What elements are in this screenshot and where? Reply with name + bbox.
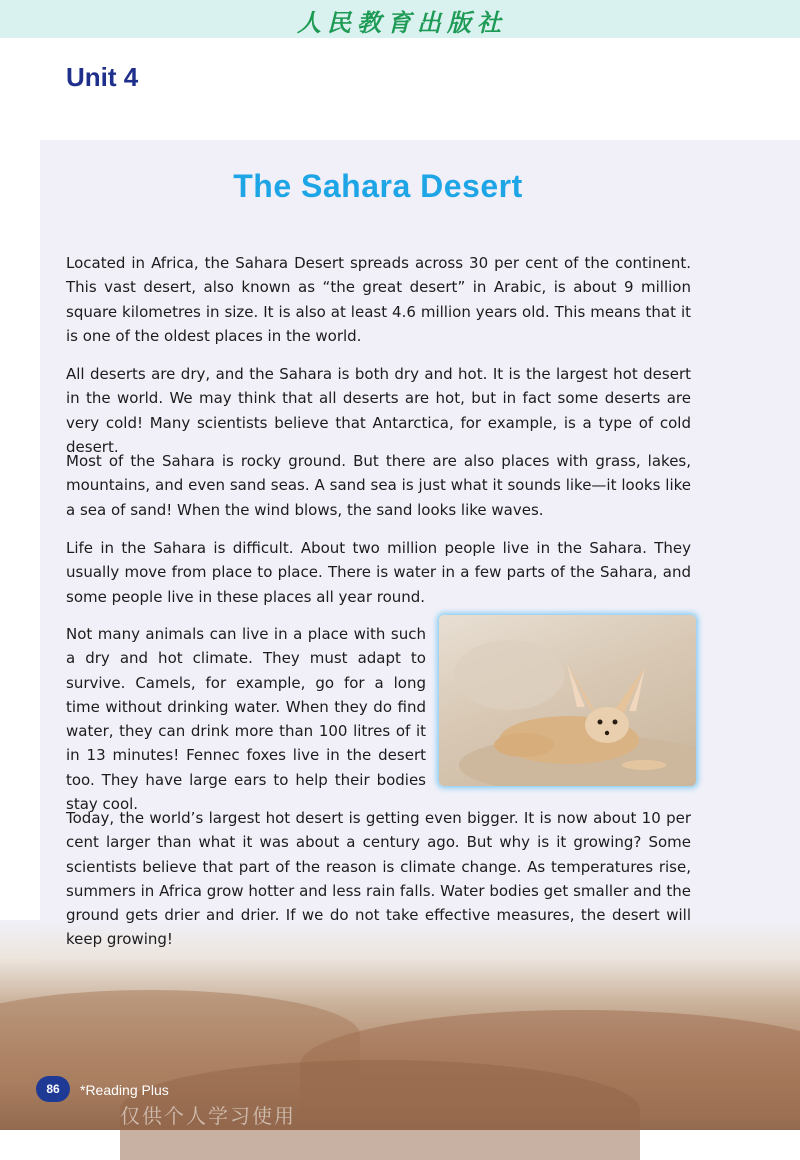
- watermark-text: 仅供个人学习使用: [120, 1104, 296, 1128]
- paragraph-5: Not many animals can live in a place with such a dry and hot climate. They must adapt to survive. Camels, for example, go for a long time without drinking water. When they do find water, they can drink more than 100 litres of it in 13 minutes! Fennec foxes live in the desert too. They have large ears to help their bodies stay cool.: [66, 625, 426, 814]
- section-label: *Reading Plus: [80, 1082, 169, 1098]
- unit-label: Unit 4: [66, 62, 139, 92]
- fennec-fox-illustration: [439, 615, 696, 786]
- publisher-logo: 人民教育出版社: [297, 7, 507, 37]
- fennec-fox-photo: [439, 615, 696, 786]
- paragraph-1: Located in Africa, the Sahara Desert spreads across 30 per cent of the continent. This vast desert, also known as “the great desert” in Arabic, is about 9 million square kilometres in size. It is also at least 4.6 million years old. This means that it is one of the oldest places in the world.: [66, 254, 691, 345]
- paragraph-6: Today, the world’s largest hot desert is getting even bigger. It is now about 10 per cent larger than what it was about a century ago. But why is it growing? Some scientists believe that part of the reason is climate change. As temperatures rise, summers in Africa grow hotter and less rain falls. Water bodies get smaller and the ground gets drier and drier. If we do not take effective measures, the desert will keep growing!: [66, 809, 691, 949]
- paragraph-2: All deserts are dry, and the Sahara is both dry and hot. It is the largest hot desert in the world. We may think that all deserts are hot, but in fact some deserts are very cold! Many scientists believe that Antarctica, for example, is a type of cold desert.: [66, 365, 691, 456]
- paragraph-4: Life in the Sahara is difficult. About two million people live in the Sahara. They usually move from place to place. There is water in a few parts of the Sahara, and some people live in these places all year round.: [66, 539, 691, 606]
- article-title: The Sahara Desert: [233, 168, 523, 204]
- page-number-badge: 86: [36, 1076, 70, 1102]
- paragraph-3: Most of the Sahara is rocky ground. But there are also places with grass, lakes, mountains, and even sand seas. A sand sea is just what it sounds like—it looks like a sea of sand! When the wind blows, the sand looks like waves.: [66, 452, 691, 519]
